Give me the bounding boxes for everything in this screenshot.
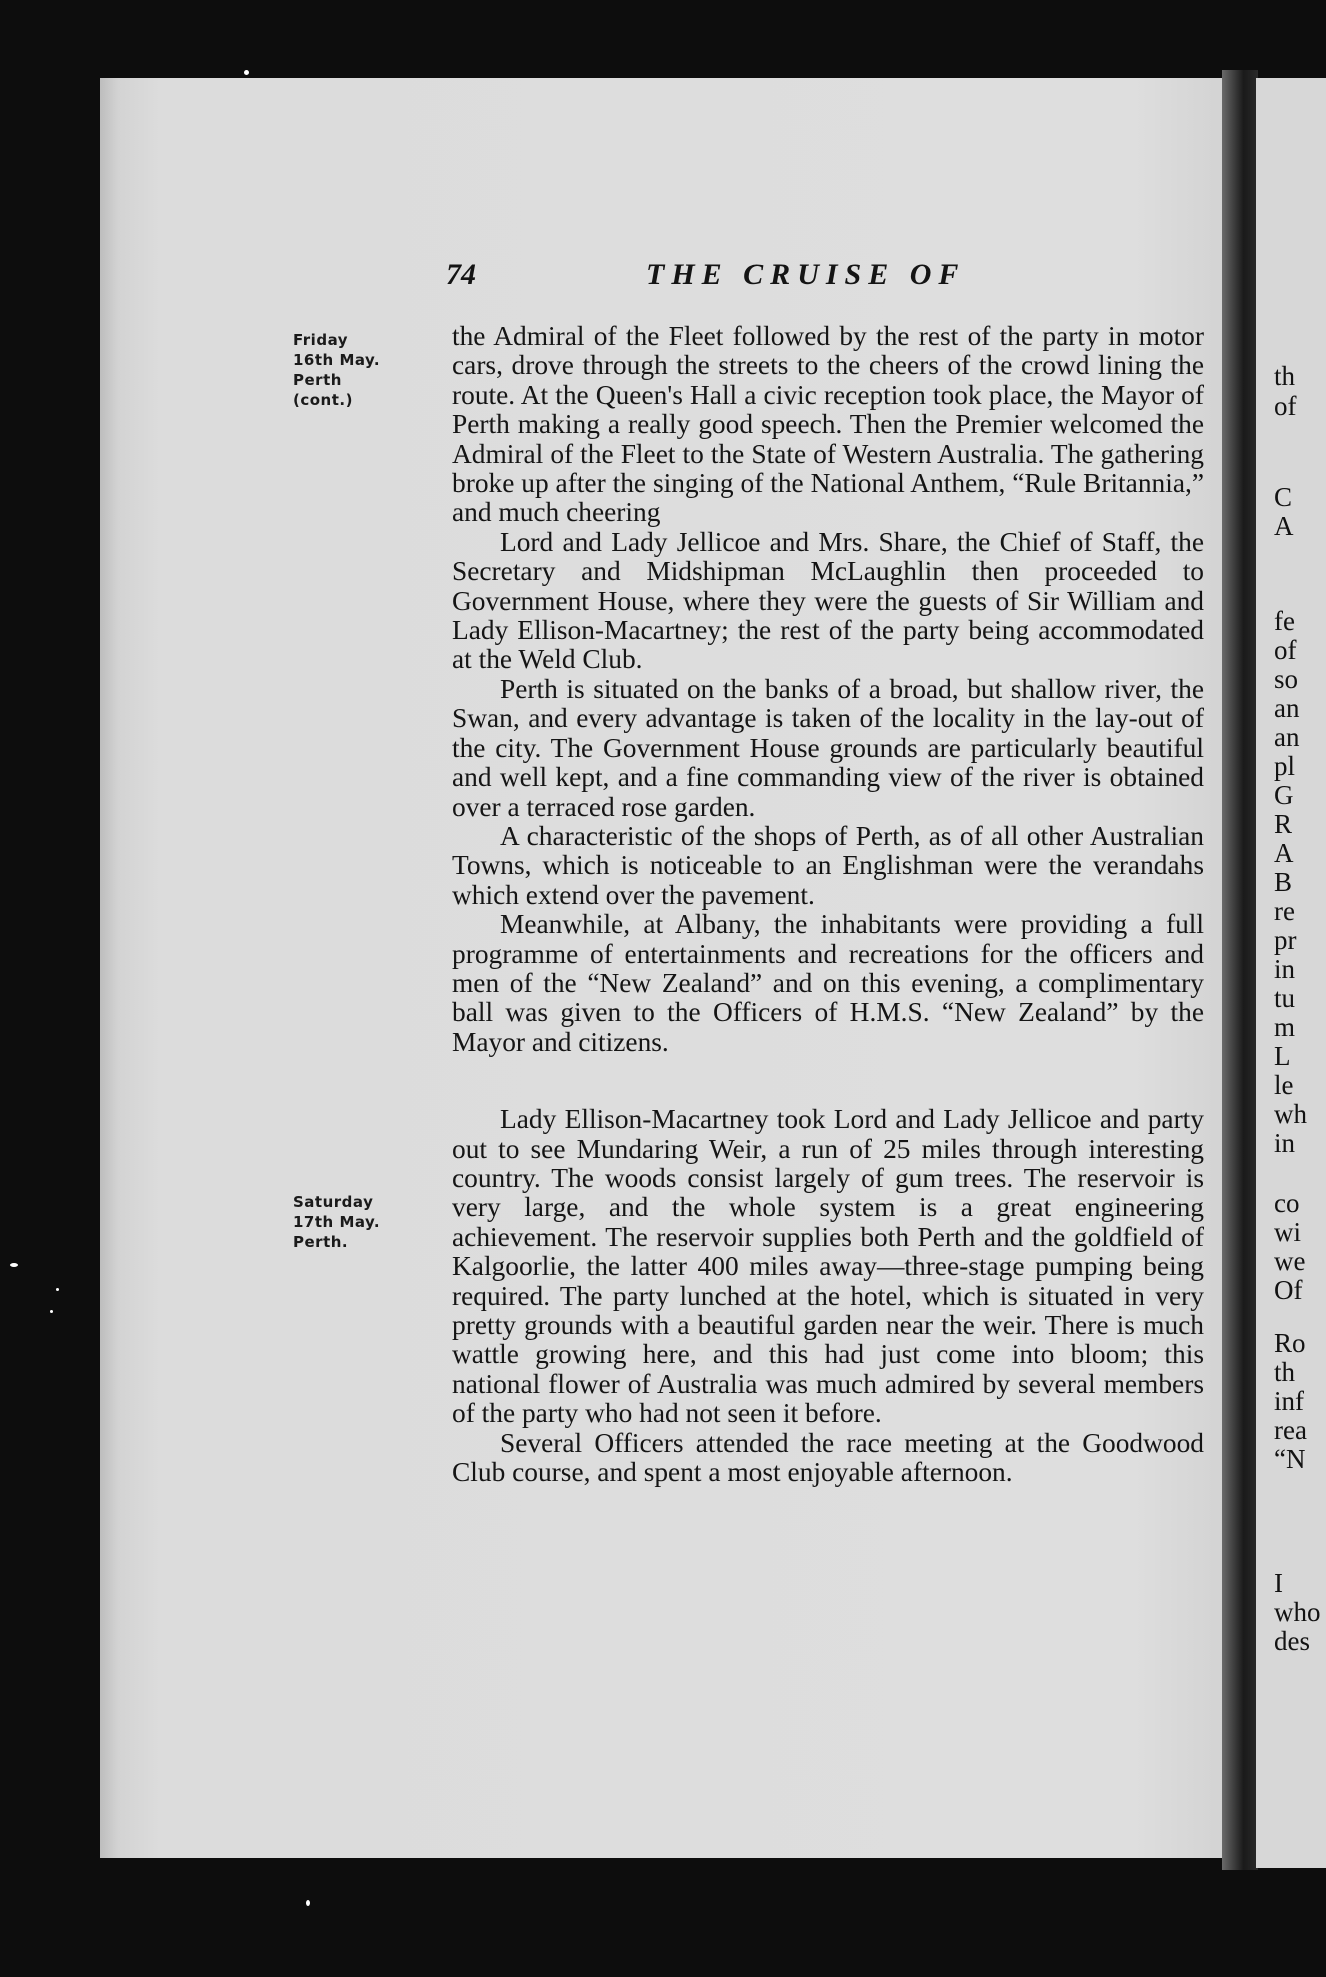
paragraph: the Admiral of the Fleet followed by the rest of the party in motor cars, drove through the streets to the cheers of the crowd lining the route. At the Queen's Hall a civic reception took place, the Mayor of Perth making a really good speech. Then the Premier welcomed the Admiral of the Fleet to the State of Western Australia. The gathering broke up after the singing of the National Anthem, “Rule Britannia,” and much cheering <box>452 321 1204 528</box>
margin-note-friday <box>293 330 380 410</box>
body-text <box>452 322 1204 1487</box>
facing-page <box>1256 78 1326 1868</box>
paragraph: Lady Ellison-Macartney took Lord and Lady Jellicoe and party out to see Mundaring Weir, a run of 25 miles through interesting country. The woods consist largely of gum trees. The reservoir is very large, and the whole system is a great engineering achievement. The reservoir supplies both Perth and the goldfield of Kalgoorlie, the latter 400 miles away—three-stage pumping being required. The party lunched at the hotel, which is situated in very pretty grounds with a beautiful garden near the weir. There is much wattle growing here, and this had just come into bloom; this national flower of Australia was much admired by several members of the party who had not seen it before. <box>452 1104 1204 1429</box>
facing-fragment: I <box>1274 1568 1283 1598</box>
scan-speck <box>244 70 249 75</box>
facing-fragment: “N <box>1274 1444 1306 1474</box>
running-title: THE CRUISE OF <box>646 258 966 291</box>
margin-note-saturday <box>293 1192 380 1252</box>
facing-fragment: Ro <box>1274 1328 1306 1358</box>
margin-note-line: Perth. <box>293 1233 349 1251</box>
facing-fragment: wi <box>1274 1217 1301 1247</box>
facing-fragment: of <box>1274 391 1297 421</box>
facing-fragment: wh <box>1274 1099 1307 1129</box>
facing-fragment: who <box>1274 1597 1321 1627</box>
page-number: 74 <box>446 258 476 291</box>
paragraph: Several Officers attended the race meeting at the Goodwood Club course, and spent a most enjoyable afternoon. <box>452 1427 1204 1488</box>
facing-fragment: in <box>1274 954 1296 984</box>
facing-fragment: B <box>1274 867 1293 897</box>
paragraph: A characteristic of the shops of Perth, as of all other Australian Towns, which is noticeable to an Englishman were the verandahs which extend over the pavement. <box>452 820 1204 910</box>
facing-fragment: des <box>1274 1626 1310 1656</box>
facing-fragment: pr <box>1274 925 1297 955</box>
margin-note-line: Perth <box>293 371 342 389</box>
margin-note-line: Friday <box>293 331 349 349</box>
facing-fragment: L <box>1274 1041 1291 1071</box>
facing-fragment: inf <box>1274 1386 1304 1416</box>
facing-fragment: an <box>1274 722 1300 752</box>
paragraph: Lord and Lady Jellicoe and Mrs. Share, the Chief of Staff, the Secretary and Midshipman McLaughlin then proceeded to Government House, where they were the guests of Sir William and Lady Ellison-Macartney; the rest of the party being accommodated at the Weld Club. <box>452 526 1204 675</box>
facing-fragment: th <box>1274 1357 1296 1387</box>
running-header <box>446 258 1016 298</box>
scan-speck <box>56 1288 59 1291</box>
facing-fragment: co <box>1274 1188 1300 1218</box>
facing-fragment: A <box>1274 838 1294 868</box>
facing-fragment: R <box>1274 809 1293 839</box>
book-gutter <box>1222 70 1258 1870</box>
facing-fragment: C <box>1274 482 1293 512</box>
margin-note-line: 16th May. <box>293 351 381 369</box>
facing-fragment: we <box>1274 1246 1306 1276</box>
facing-fragment: so <box>1274 664 1299 694</box>
scan-speck <box>10 1263 18 1267</box>
scan-speck <box>50 1310 53 1313</box>
facing-fragment: tu <box>1274 983 1296 1013</box>
facing-fragment: of <box>1274 635 1297 665</box>
facing-fragment: th <box>1274 361 1296 391</box>
facing-fragment: G <box>1274 780 1294 810</box>
margin-note-line: (cont.) <box>293 391 353 409</box>
paragraph: Perth is situated on the banks of a broad, but shallow river, the Swan, and every advantage is taken of the locality in the lay-out of the city. The Government House grounds are particularly beautiful and well kept, and a fine commanding view of the river is obtained over a terraced rose garden. <box>452 673 1204 822</box>
facing-fragment: an <box>1274 693 1300 723</box>
facing-fragment: fe <box>1274 606 1295 636</box>
facing-fragment: in <box>1274 1128 1296 1158</box>
margin-note-line: Saturday <box>293 1193 374 1211</box>
scan-speck <box>306 1900 310 1906</box>
facing-fragment: Of <box>1274 1275 1303 1305</box>
facing-fragment: pl <box>1274 751 1296 781</box>
facing-fragment: re <box>1274 896 1295 926</box>
margin-note-line: 17th May. <box>293 1213 381 1231</box>
facing-fragment: m <box>1274 1012 1296 1042</box>
facing-fragment: le <box>1274 1070 1294 1100</box>
facing-fragment: A <box>1274 511 1294 541</box>
facing-fragment: rea <box>1274 1415 1307 1445</box>
paragraph: Meanwhile, at Albany, the inhabitants were providing a full programme of entertainments and recreations for the officers and men of the “New Zealand” and on this evening, a complimentary ball was given to the Officers of H.M.S. “New Zealand” by the Mayor and citizens. <box>452 909 1204 1057</box>
